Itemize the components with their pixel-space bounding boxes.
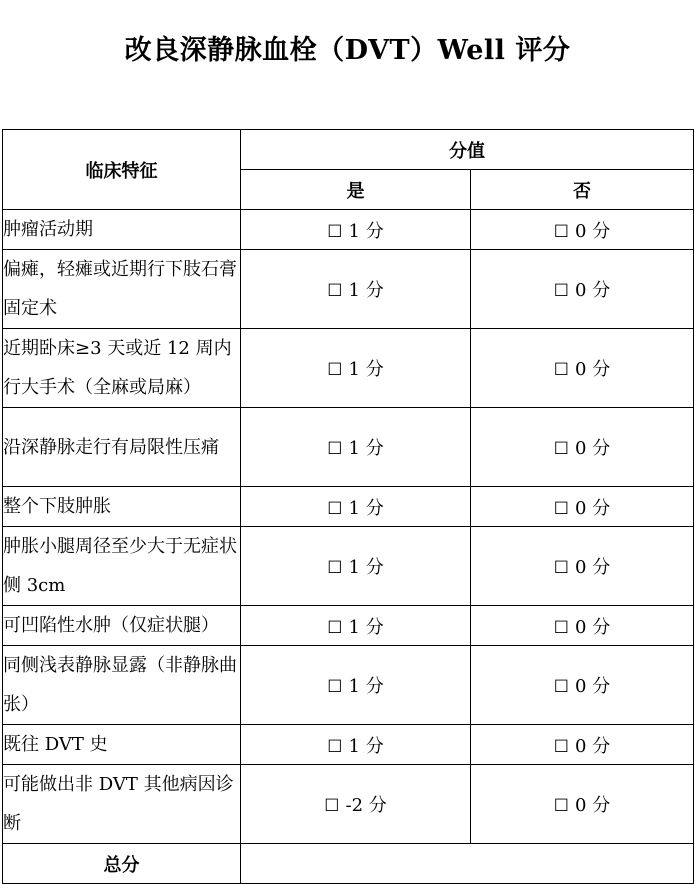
no-score: 0 分: [575, 280, 611, 301]
table-row: [3, 606, 694, 646]
checkbox-icon[interactable]: ☐: [324, 796, 340, 816]
table-row: [3, 329, 694, 408]
yes-cell[interactable]: [241, 250, 471, 329]
checkbox-icon[interactable]: ☐: [553, 617, 570, 638]
checkbox-icon[interactable]: ☐: [327, 617, 343, 638]
page-title: 改良深静脉血栓（DVT）Well 评分: [124, 35, 571, 66]
yes-score: 1 分: [348, 735, 384, 757]
total-row: [3, 844, 694, 884]
table-row: [3, 646, 694, 725]
checkbox-icon[interactable]: ☐: [327, 558, 343, 578]
checkbox-icon[interactable]: ☐: [327, 360, 343, 380]
yes-cell[interactable]: [241, 527, 471, 606]
table-row: [3, 765, 694, 844]
header-no: 否: [471, 170, 694, 210]
yes-score: 1 分: [348, 438, 384, 459]
checkbox-icon[interactable]: ☐: [553, 796, 570, 816]
checkbox-icon[interactable]: ☐: [327, 736, 343, 757]
yes-score: 1 分: [348, 557, 384, 578]
yes-cell[interactable]: [241, 606, 471, 646]
no-score: 0 分: [575, 735, 611, 757]
no-score: 0 分: [575, 557, 611, 578]
checkbox-icon[interactable]: ☐: [327, 281, 343, 301]
total-value[interactable]: [241, 844, 694, 884]
yes-score: 1 分: [348, 280, 384, 301]
no-score: 0 分: [575, 220, 611, 242]
checkbox-icon[interactable]: ☐: [327, 677, 343, 697]
yes-cell[interactable]: [241, 210, 471, 250]
checkbox-icon[interactable]: ☐: [553, 736, 570, 757]
table-row: [3, 527, 694, 606]
yes-score: -2 分: [345, 795, 387, 816]
no-cell[interactable]: [471, 725, 694, 765]
yes-cell[interactable]: [241, 725, 471, 765]
table-row: [3, 210, 694, 250]
well-score-table: [2, 129, 694, 884]
row-feature: 偏瘫，轻瘫或近期行下肢石膏固定术: [3, 250, 241, 329]
row-feature: 既往 DVT 史: [3, 725, 241, 765]
checkbox-icon[interactable]: ☐: [553, 677, 570, 697]
table-row: [3, 250, 694, 329]
yes-score: 1 分: [348, 359, 384, 380]
no-cell[interactable]: [471, 527, 694, 606]
no-cell[interactable]: [471, 606, 694, 646]
yes-cell[interactable]: [241, 646, 471, 725]
yes-score: 1 分: [348, 616, 384, 638]
no-cell[interactable]: [471, 765, 694, 844]
table-row: [3, 408, 694, 487]
no-score: 0 分: [575, 497, 611, 519]
checkbox-icon[interactable]: ☐: [553, 360, 570, 380]
yes-cell[interactable]: [241, 765, 471, 844]
yes-cell[interactable]: [241, 487, 471, 527]
checkbox-icon[interactable]: ☐: [327, 439, 343, 459]
checkbox-icon[interactable]: ☐: [327, 221, 343, 242]
row-feature: 肿瘤活动期: [3, 210, 241, 250]
total-label: 总分: [3, 844, 241, 884]
checkbox-icon[interactable]: ☐: [553, 221, 570, 242]
yes-cell[interactable]: [241, 329, 471, 408]
header-score: 分值: [241, 130, 694, 170]
header-yes: 是: [241, 170, 471, 210]
row-feature: 肿胀小腿周径至少大于无症状侧 3cm: [3, 527, 241, 606]
table-row: [3, 487, 694, 527]
row-feature: 近期卧床≥3 天或近 12 周内行大手术（全麻或局麻）: [3, 329, 241, 408]
no-cell[interactable]: [471, 329, 694, 408]
no-cell[interactable]: [471, 250, 694, 329]
table-row: [3, 725, 694, 765]
no-score: 0 分: [575, 359, 611, 380]
row-feature: 可凹陷性水肿（仅症状腿）: [3, 606, 241, 646]
no-cell[interactable]: [471, 408, 694, 487]
row-feature: 同侧浅表静脉显露（非静脉曲张）: [3, 646, 241, 725]
row-feature: 沿深静脉走行有局限性压痛: [3, 408, 241, 487]
header-feature: 临床特征: [3, 130, 241, 210]
no-cell[interactable]: [471, 646, 694, 725]
checkbox-icon[interactable]: ☐: [327, 498, 343, 519]
yes-score: 1 分: [348, 497, 384, 519]
checkbox-icon[interactable]: ☐: [553, 558, 570, 578]
yes-score: 1 分: [348, 220, 384, 242]
no-score: 0 分: [575, 676, 611, 697]
row-feature: 可能做出非 DVT 其他病因诊断: [3, 765, 241, 844]
no-score: 0 分: [575, 616, 611, 638]
no-cell[interactable]: [471, 487, 694, 527]
checkbox-icon[interactable]: ☐: [553, 498, 570, 519]
no-score: 0 分: [575, 795, 611, 816]
no-cell[interactable]: [471, 210, 694, 250]
checkbox-icon[interactable]: ☐: [553, 439, 570, 459]
checkbox-icon[interactable]: ☐: [553, 281, 570, 301]
no-score: 0 分: [575, 438, 611, 459]
yes-cell[interactable]: [241, 408, 471, 487]
row-feature: 整个下肢肿胀: [3, 487, 241, 527]
yes-score: 1 分: [348, 676, 384, 697]
